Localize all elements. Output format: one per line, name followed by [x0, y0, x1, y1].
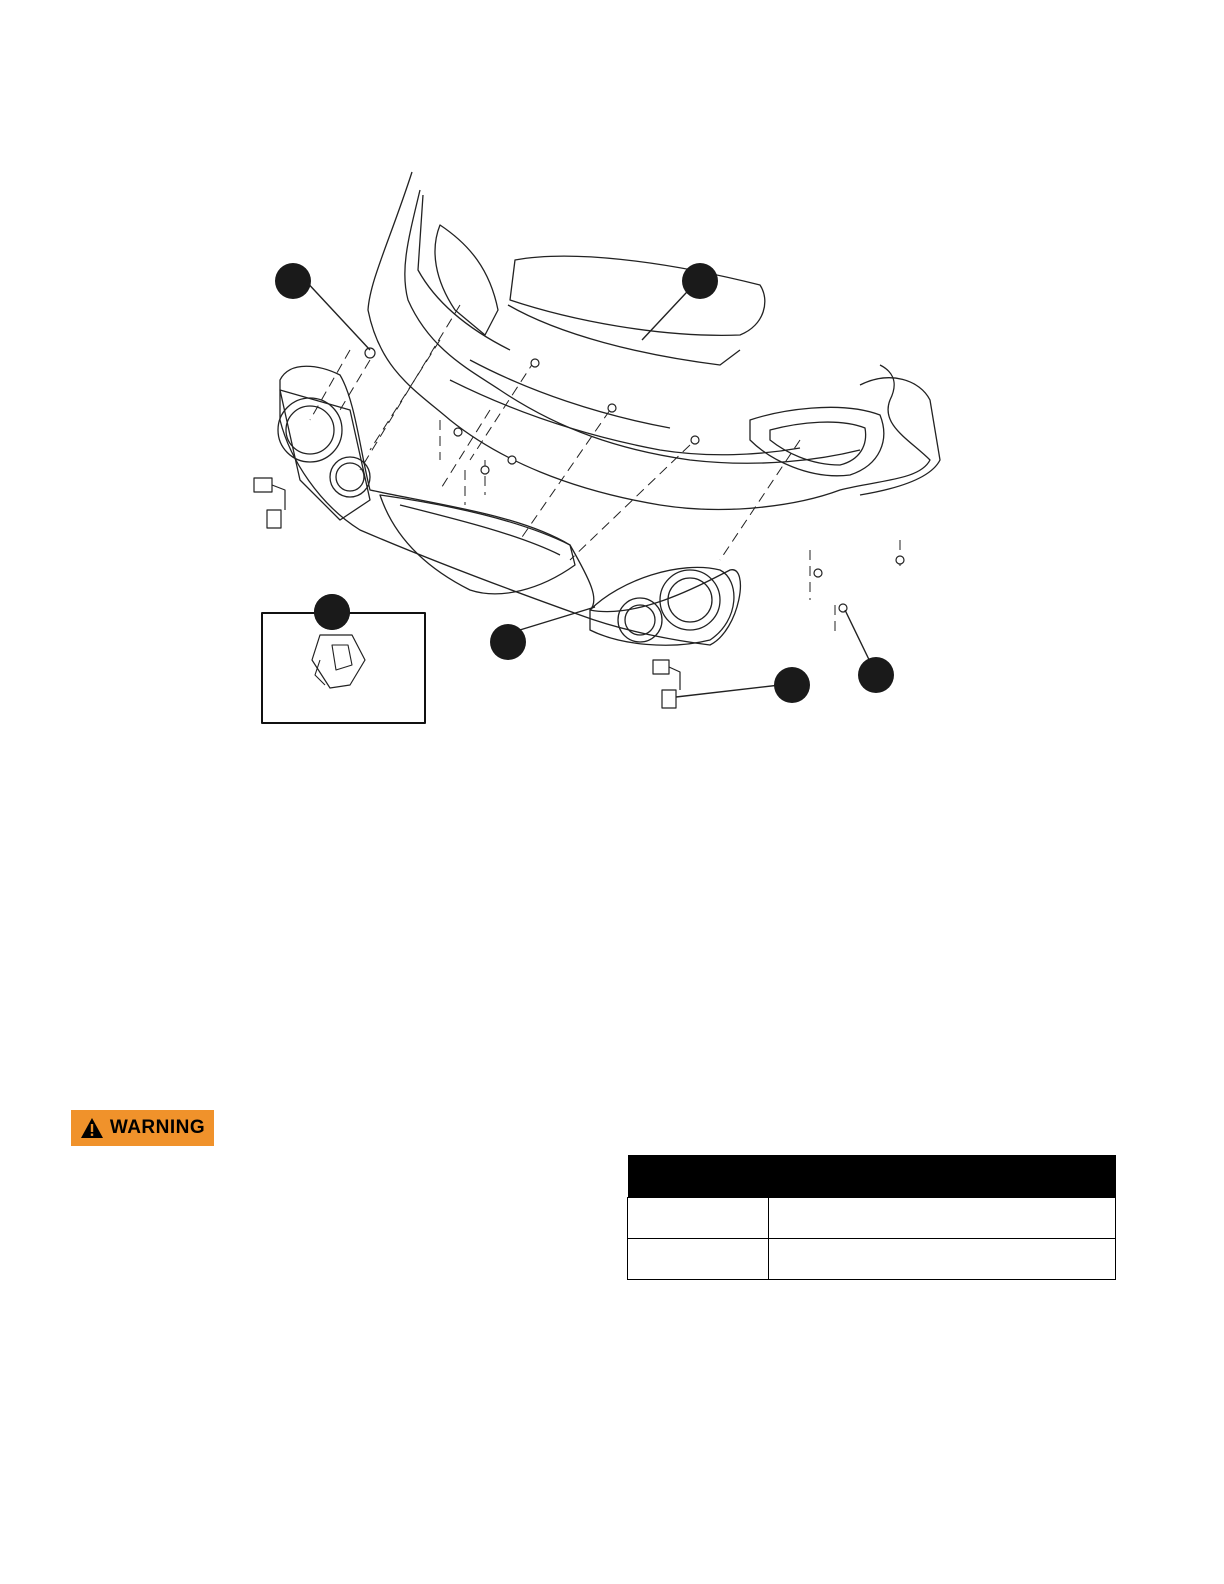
- exploded-assembly-diagram: [240, 160, 960, 740]
- warning-label: WARNING: [109, 1117, 206, 1138]
- table-cell: [769, 1198, 1116, 1239]
- inset-detail-box: [262, 594, 425, 723]
- upper-body-panel: [368, 172, 940, 509]
- table-cell: [628, 1239, 769, 1280]
- table-row: [628, 1239, 1116, 1280]
- table-row: [628, 1198, 1116, 1239]
- table-cell: [769, 1239, 1116, 1280]
- assembly-lines: [310, 305, 900, 635]
- table-header-row: [628, 1155, 1116, 1198]
- warning-badge: [71, 1110, 214, 1146]
- warning-triangle-icon: [80, 1117, 104, 1139]
- spec-table: [627, 1155, 1116, 1280]
- table-header: [628, 1155, 1116, 1198]
- table-cell: [628, 1198, 769, 1239]
- leader-lines: [303, 278, 875, 697]
- wire-connectors: [254, 478, 680, 708]
